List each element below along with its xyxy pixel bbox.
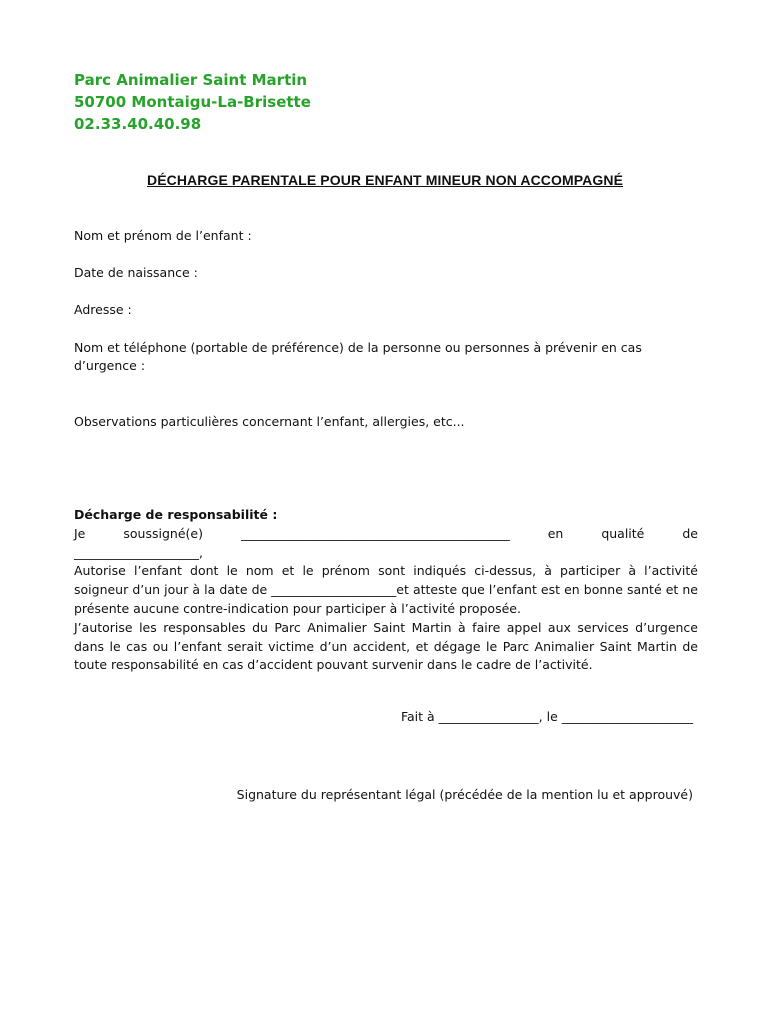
discharge-quality-line: ____________________,	[74, 544, 203, 560]
place-date-line: Fait à ________________, le _____________________	[400, 709, 693, 724]
discharge-paragraph-liability: J’autorise les responsables du Parc Animalier Saint Martin à faire appel aux services d’urgence dans le cas ou l’enfant serait victime d’un accident, et dégage le Parc Animalier Saint Martin de toute responsabilité en cas d’accident pouvant survenir dans le cadre de l’activité.	[74, 619, 698, 673]
organization-name: Parc Animalier Saint Martin	[74, 71, 308, 89]
discharge-heading: Décharge de responsabilité :	[74, 507, 278, 522]
signature-label: Signature du représentant légal (précédée de la mention lu et approuvé)	[236, 787, 693, 802]
document-title: DÉCHARGE PARENTALE POUR ENFANT MINEUR NON ACCOMPAGNÉ	[146, 172, 624, 188]
field-observations: Observations particulières concernant l’enfant, allergies, etc...	[74, 414, 465, 429]
field-address: Adresse :	[74, 302, 132, 317]
organization-header	[74, 69, 311, 135]
discharge-section	[74, 506, 698, 675]
discharge-paragraph-authorization: Autorise l’enfant dont le nom et le prénom sont indiqués ci-dessus, à participer à l’activité soigneur d’un jour à la date de ____________________et atteste que l’enfant est en bonne santé et ne présente aucune contre-indication pour participer à l’activité proposée.	[74, 563, 698, 616]
field-birth-date: Date de naissance :	[74, 265, 198, 280]
organization-address: 50700 Montaigu-La-Brisette	[74, 93, 311, 111]
discharge-signatory-line: Je soussigné(e) ___________________________________________ en qualité de	[74, 525, 698, 541]
organization-phone: 02.33.40.40.98	[74, 115, 202, 133]
field-child-name: Nom et prénom de l’enfant :	[74, 228, 252, 243]
field-emergency-contact: Nom et téléphone (portable de préférence) de la personne ou personnes à prévenir en cas d’urgence :	[74, 340, 642, 373]
